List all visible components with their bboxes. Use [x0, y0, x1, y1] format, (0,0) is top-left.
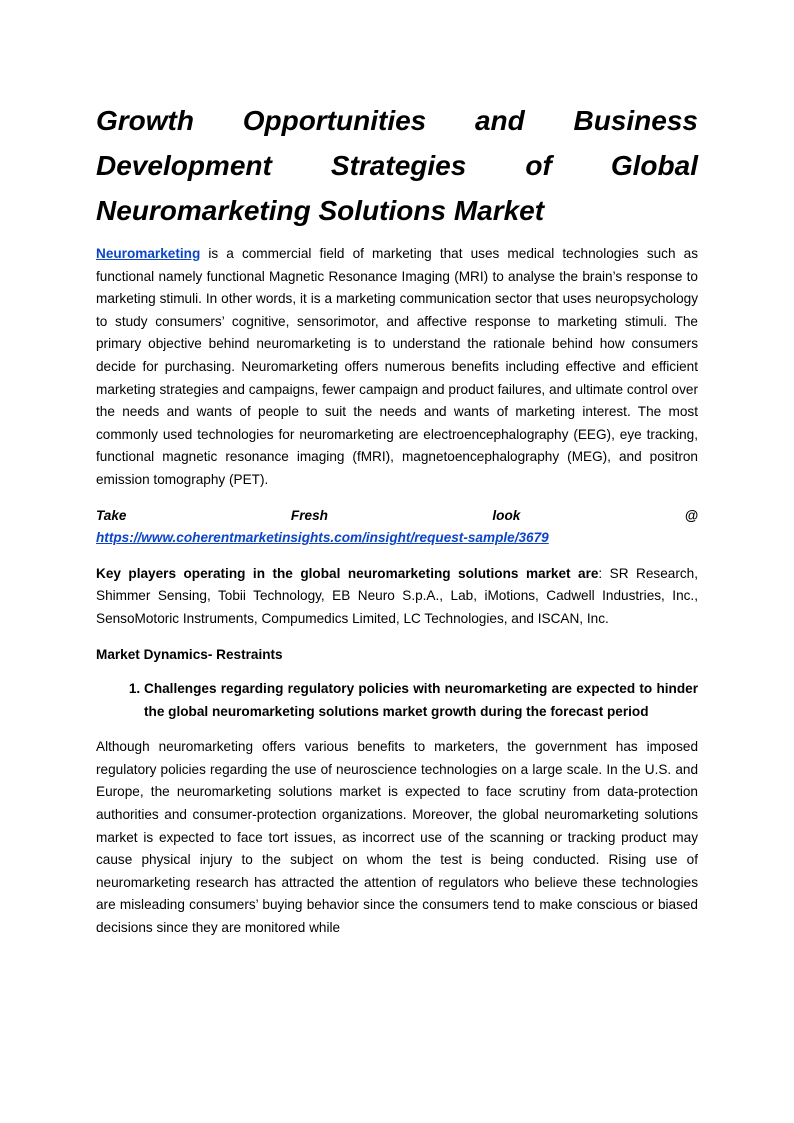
- intro-text: is a commercial field of marketing that uses medical technologies such as functional namely functional Magnetic Resonance Imaging (MRI) to analyse the brain’s response to marketing stimuli. In other words, it is a marketing communication sector that uses neuropsychology to study consumers’ cognitive, sensorimotor, and affective response to marketing stimuli. The primary objective behind neuromarketing is to understand the rationale behind how consumers decide for purchasing. Neuromarketing offers numerous benefits including effective and efficient marketing strategies and campaigns, fewer campaign and product failures, and ultimate control over the needs and wants of people to suit the needs and wants of marketing interest. The most commonly used technologies for neuromarketing are electroencephalography (EEG), eye tracking, functional magnetic resonance imaging (fMRI), magnetoencephalography (MEG), and positron emission tomography (PET).: [96, 246, 698, 487]
- intro-paragraph: [96, 243, 698, 492]
- key-players-label: Key players operating in the global neuromarketing solutions market are: [96, 565, 599, 581]
- neuromarketing-link[interactable]: Neuromarketing: [96, 246, 201, 261]
- document-page: [96, 98, 698, 953]
- restraints-list: [96, 678, 698, 723]
- title-line-1: Growth Opportunities and Business: [96, 105, 698, 136]
- body-paragraph: Although neuromarketing offers various benefits to marketers, the government has imposed regulatory policies regarding the use of neuroscience technologies on a large scale. In the U.S. and Europe, the neuromarketing solutions market is expected to face scrutiny from data-protection authorities and consumer-protection organizations. Moreover, the global neuromarketing solutions market is expected to face tort issues, as incorrect use of the scanning or tracking product may cause physical injury to the subject on whom the test is being conducted. Rising use of neuromarketing research has attracted the attention of regulators who believe these technologies are misleading consumers’ buying behavior since the consumers tend to make conscious or biased decisions since they are monitored while: [96, 739, 698, 936]
- key-players-paragraph: [96, 563, 698, 631]
- section-heading: Market Dynamics- Restraints: [96, 646, 283, 662]
- title-line-3: Neuromarketing Solutions Market: [96, 195, 545, 226]
- key-players-text: : SR Research, Shimmer Sensing, Tobii Technology, EB Neuro S.p.A., Lab, iMotions, Cadwell Industries, Inc., SensoMotoric Instruments, Compumedics Limited, LC Technologies, and ISCAN, Inc.: [96, 565, 698, 626]
- page-title: [96, 98, 698, 233]
- request-sample-link[interactable]: https://www.coherentmarketinsights.com/insight/request-sample/3679: [96, 530, 549, 546]
- take-fresh-lead: Take Fresh look @: [96, 507, 698, 523]
- take-fresh-paragraph: [96, 505, 698, 550]
- list-item: 1. Challenges regarding regulatory policies with neuromarketing are expected to hinder the global neuromarketing solutions market growth during the forecast period: [144, 678, 698, 723]
- title-line-2: Development Strategies of Global: [96, 150, 698, 181]
